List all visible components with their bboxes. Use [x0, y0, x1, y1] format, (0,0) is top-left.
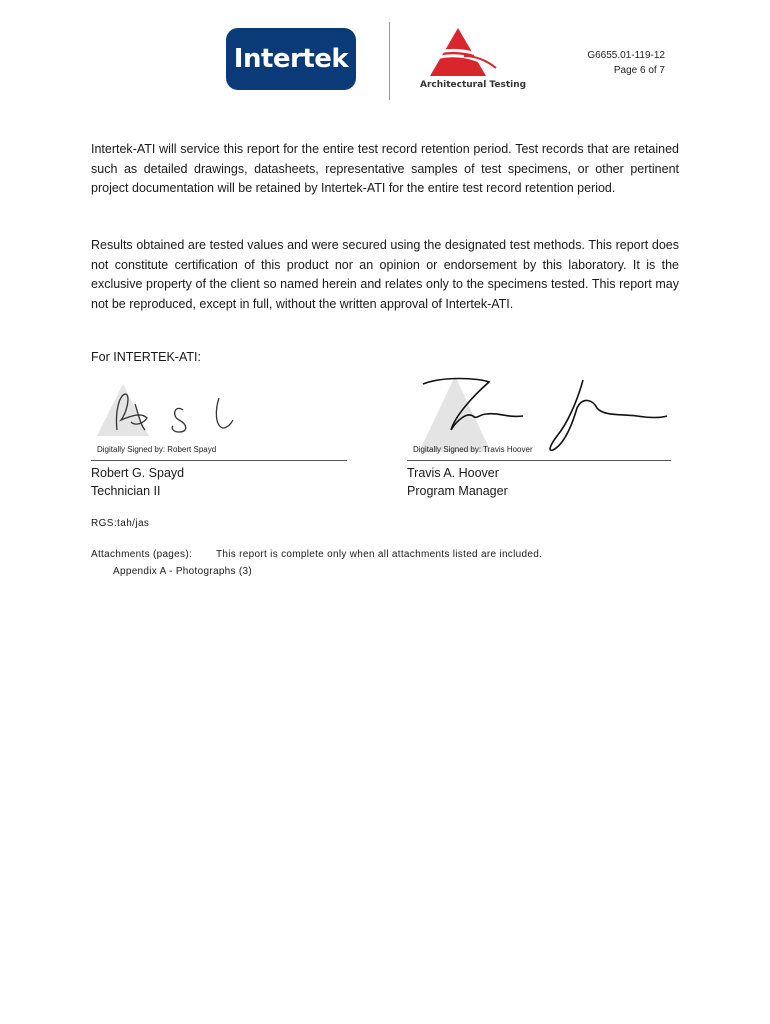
- logo-divider: [389, 22, 390, 100]
- page-number: Page 6 of 7: [613, 65, 665, 76]
- intertek-logo-text: Intertek: [233, 44, 349, 74]
- signer-title-right: Program Manager: [407, 484, 508, 498]
- disclaimer-paragraph: Results obtained are tested values and were secured using the designated test methods. This report does not constitute certification of this product nor an opinion or endorsement by this laboratory. It is the exclusive property of the client so named herein and relates only to the specimens tested. This report may not be reproduced, except in full, without the written approval of Intertek-ATI.: [91, 238, 679, 311]
- intertek-logo: [226, 28, 356, 90]
- report-number: G6655.01-119-12: [587, 50, 665, 61]
- signature-line-right: [407, 460, 671, 461]
- for-intertek-label: For INTERTEK-ATI:: [91, 350, 201, 364]
- signer-name-right: Travis A. Hoover: [407, 466, 499, 480]
- retention-paragraph: Intertek-ATI will service this report for the entire test record retention period. Test records that are retained such as detailed drawings, datasheets, representative samples of test specimens, or other pertinent project documentation will be retained by Intertek-ATI for the entire test record retention period.: [91, 142, 679, 195]
- attachments-label: Attachments (pages):: [91, 549, 193, 560]
- digital-signature-caption-left: Digitally Signed by: Robert Spayd: [97, 445, 217, 454]
- ati-logo-text: Architectural Testing: [420, 80, 527, 90]
- signature-line-left: [91, 460, 347, 461]
- attachments-note: This report is complete only when all attachments listed are included.: [216, 549, 543, 560]
- digital-signature-caption-right: Digitally Signed by: Travis Hoover: [413, 445, 533, 454]
- signer-name-left: Robert G. Spayd: [91, 466, 185, 480]
- signature-area-right: [407, 372, 671, 460]
- ati-triangle-icon: [420, 26, 546, 78]
- signer-title-left: Technician II: [91, 484, 161, 498]
- report-reference: [587, 48, 665, 78]
- author-initials: RGS:tah/jas: [91, 518, 150, 529]
- attachment-item: Appendix A - Photographs (3): [113, 566, 253, 577]
- signature-area-left: [91, 372, 347, 460]
- ati-logo: [420, 26, 546, 94]
- signature-block-right: [407, 372, 671, 500]
- signature-block-left: [91, 372, 347, 500]
